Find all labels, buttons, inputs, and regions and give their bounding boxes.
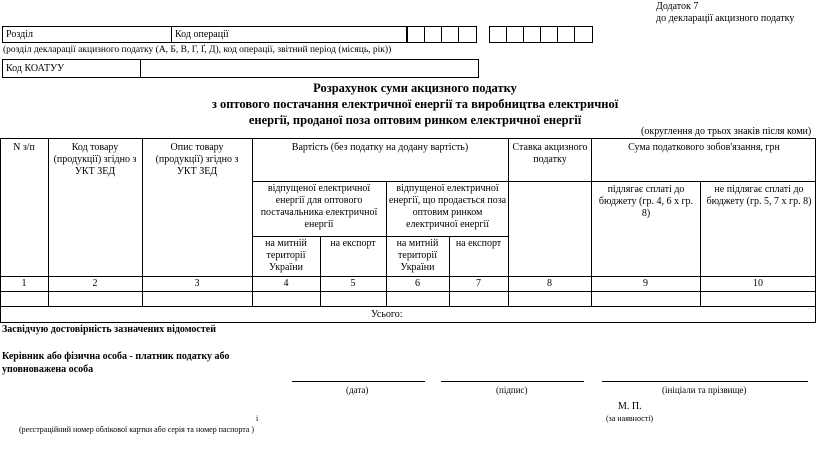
koatuu-field[interactable] xyxy=(140,59,479,78)
col-header-value: Вартість (без податку на додану вартість) xyxy=(291,142,469,153)
digit-box[interactable] xyxy=(407,26,425,43)
section-label: Розділ xyxy=(6,29,33,40)
col-header-outside-market: відпущеної електричної енергії, що продається поза оптовим ринком електричної енергії xyxy=(388,183,507,230)
date-line[interactable] xyxy=(292,381,425,382)
col-header-customs-territory-2: на митній території України xyxy=(396,238,439,273)
operation-code-field[interactable] xyxy=(171,26,407,43)
col-header-customs-territory-1: на митній території України xyxy=(265,238,307,273)
operation-code-label: Код операції xyxy=(175,29,229,40)
col-header-number: N з/п xyxy=(13,142,35,153)
certify-statement: Засвідчую достовірність зазначених відомостей xyxy=(2,324,216,335)
title-line3: енергії, проданої поза оптовим ринком електричної енергії xyxy=(248,113,582,127)
col-number: 6 xyxy=(415,278,420,289)
col-header-export-1: на експорт xyxy=(330,238,376,249)
digit-box[interactable] xyxy=(458,26,477,43)
section-field[interactable] xyxy=(2,26,172,43)
signatory-line2: уповноважена особа xyxy=(2,364,94,375)
digit-box[interactable] xyxy=(574,26,593,43)
col-number: 5 xyxy=(350,278,356,289)
digit-box[interactable] xyxy=(441,26,459,43)
date-label: (дата) xyxy=(346,385,369,395)
col-number: 10 xyxy=(753,278,763,289)
tick-mark: і xyxy=(256,414,259,423)
total-value-field[interactable] xyxy=(409,307,815,322)
total-label: Усього: xyxy=(371,309,403,320)
page-title xyxy=(150,80,680,128)
stamp-label: М. П. xyxy=(618,401,642,412)
section-note: (розділ декларації акцизного податку (А, Б, В, Г, Ґ, Д), код операції, звітний період (місяць, рік)) xyxy=(3,45,392,55)
title-line2: з оптового постачання електричної енергії та виробництва електричної xyxy=(211,97,619,111)
col-number: 1 xyxy=(21,278,27,289)
appendix-line2: до декларації акцизного податку xyxy=(656,13,795,24)
digit-box[interactable] xyxy=(523,26,541,43)
digit-box[interactable] xyxy=(489,26,507,43)
col-number: 7 xyxy=(476,278,481,289)
col-header-export-2: на експорт xyxy=(455,238,502,249)
col-header-product-code: Код товару (продукції) згідно з УКТ ЗЕД xyxy=(53,142,137,177)
registration-number-note: (реєстраційний номер облікової картки або серія та номер паспорта ) xyxy=(19,425,255,434)
digit-box[interactable] xyxy=(540,26,558,43)
col-number: 2 xyxy=(92,278,98,289)
col-header-tax-sum: Сума податкового зобов'язання, грн xyxy=(628,142,780,153)
digit-box[interactable] xyxy=(557,26,575,43)
title-line1: Розрахунок суми акцизного податку xyxy=(313,81,517,95)
col-number: 3 xyxy=(194,278,200,289)
col-header-wholesale-supplier: відпущеної електричної енергії для оптового постачальника електричної енергії xyxy=(260,183,378,230)
initials-line[interactable] xyxy=(602,381,808,382)
col-number: 8 xyxy=(547,278,552,289)
signature-line[interactable] xyxy=(441,381,584,382)
col-header-payable: підлягає сплаті до бюджету (гр. 4, 6 х гр. 8) xyxy=(598,184,694,219)
col-header-tax-rate: Ставка акцизного податку xyxy=(512,142,588,165)
rounding-note: (округлення до трьох знаків після коми) xyxy=(641,126,812,137)
col-header-not-payable: не підлягає сплаті до бюджету (гр. 5, 7 х гр. 8) xyxy=(706,184,812,207)
digit-box[interactable] xyxy=(424,26,442,43)
koatuu-label-cell xyxy=(2,59,141,78)
appendix-line1: Додаток 7 xyxy=(656,1,699,12)
digit-box[interactable] xyxy=(506,26,524,43)
stamp-note: (за наявності) xyxy=(606,414,654,423)
koatuu-label: Код КОАТУУ xyxy=(6,63,65,74)
signatory-line1: Керівник або фізична особа - платник податку або xyxy=(2,351,230,362)
signature-label: (підпис) xyxy=(496,385,528,395)
initials-label: (ініціали та прізвище) xyxy=(662,385,747,395)
col-header-product-description: Опис товару (продукції) згідно з УКТ ЗЕД xyxy=(155,142,239,177)
col-number: 4 xyxy=(283,278,289,289)
col-number: 9 xyxy=(643,278,648,289)
table-row[interactable] xyxy=(0,292,815,306)
